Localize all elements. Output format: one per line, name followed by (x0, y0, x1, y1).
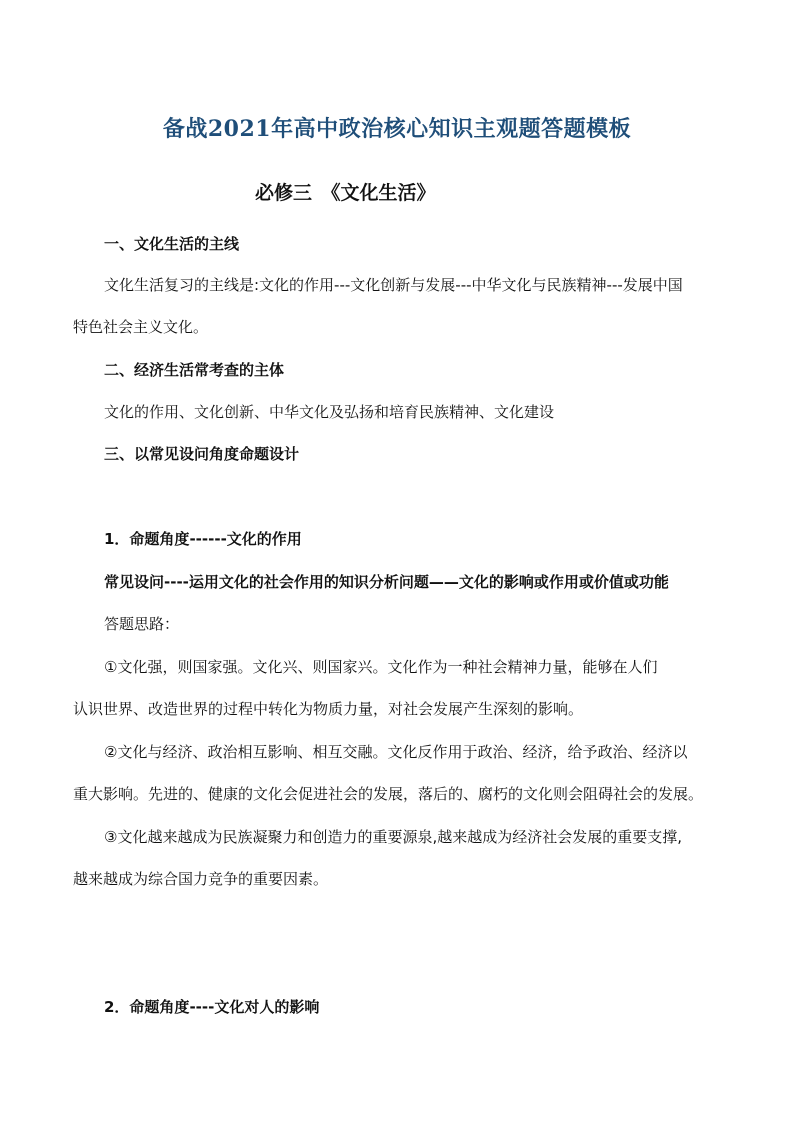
document-title: 备战2021年高中政治核心知识主观题答题模板 (162, 116, 632, 142)
item1-p3-line1: ③文化越来越成为民族凝聚力和创造力的重要源泉,越来越成为经济社会发展的重要支撑, (104, 828, 682, 846)
section3-heading: 三、以常见设问角度命题设计 (104, 445, 300, 463)
item1-p1-line1: ①文化强，则国家强。文化兴、则国家兴。文化作为一种社会精神力量，能够在人们 (104, 658, 658, 676)
section1-text-line1: 文化生活复习的主线是:文化的作用---文化创新与发展---中华文化与民族精神---发展中国 (104, 276, 683, 294)
document-subtitle: 必修三 《文化生活》 (255, 182, 436, 204)
item1-heading: 1．命题角度------文化的作用 (104, 530, 302, 548)
item1-p2-line2: 重大影响。先进的、健康的文化会促进社会的发展，落后的、腐朽的文化则会阻碍社会的发展。 (73, 785, 704, 803)
item1-p2-line1: ②文化与经济、政治相互影响、相互交融。文化反作用于政治、经济，给予政治、经济以 (104, 743, 688, 761)
item2-heading: 2．命题角度----文化对人的影响 (104, 998, 320, 1016)
section2-text: 文化的作用、文化创新、中华文化及弘扬和培育民族精神、文化建设 (104, 403, 555, 421)
item1-question: 常见设问----运用文化的社会作用的知识分析问题——文化的影响或作用或价值或功能 (104, 573, 669, 591)
item1-approach-label: 答题思路： (104, 615, 180, 633)
section2-heading: 二、经济生活常考查的主体 (104, 361, 285, 379)
section1-heading: 一、文化生活的主线 (104, 235, 240, 253)
item1-p3-line2: 越来越成为综合国力竞争的重要因素。 (73, 870, 329, 888)
section1-text-line2: 特色社会主义文化。 (73, 318, 209, 336)
item1-p1-line2: 认识世界、改造世界的过程中转化为物质力量，对社会发展产生深刻的影响。 (73, 700, 584, 718)
